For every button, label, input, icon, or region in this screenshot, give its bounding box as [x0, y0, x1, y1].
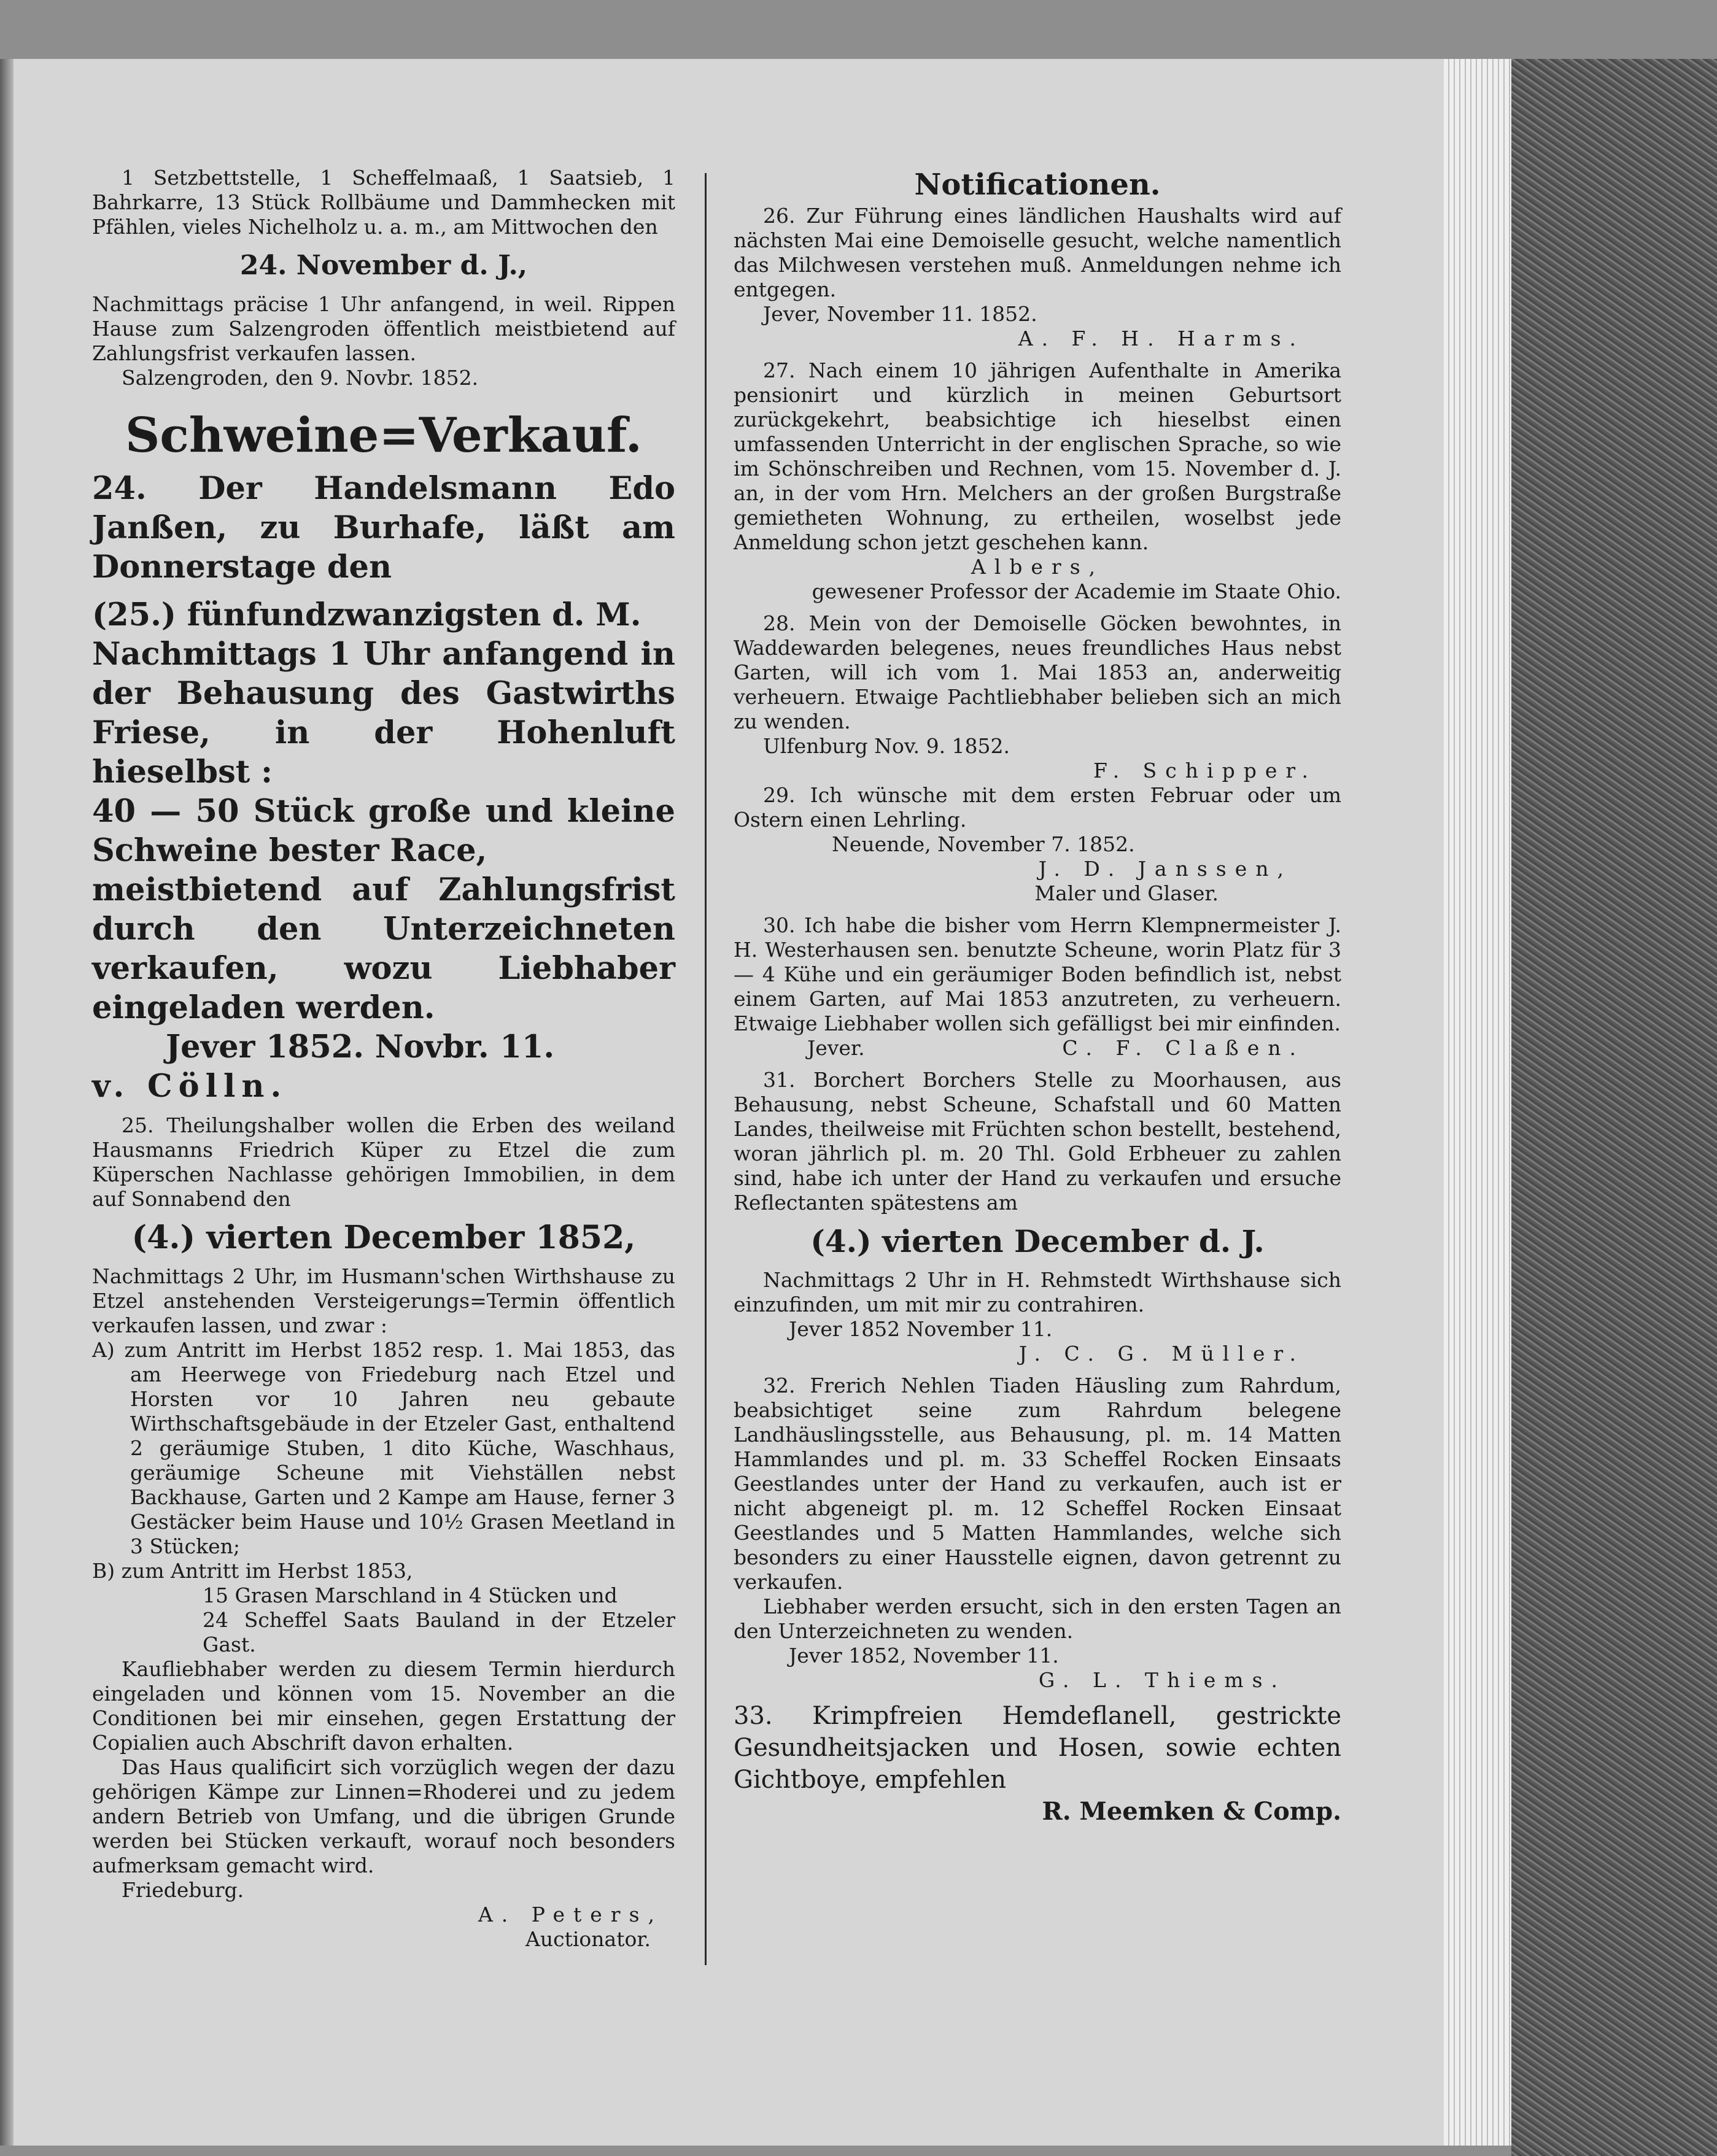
notifications-heading: Notificationen. [914, 168, 1161, 202]
page-edges [1444, 59, 1511, 2146]
notice-29-place: Neuende, November 7. 1852. [832, 832, 1135, 856]
notice-24-terms: meistbietend auf Zahlungsfrist durch den Unterzeichneten verkaufen, wozu Liebhaber eingeladen werden. [92, 871, 675, 1026]
notice-place-date: Salzengroden, den 9. Novbr. 1852. [122, 366, 479, 390]
notice-28-place: Ulfenburg Nov. 9. 1852. [763, 734, 1010, 758]
notice-26-text: 26. Zur Führung eines ländlichen Haushalts wird auf nächsten Mai eine Demoiselle gesucht, welche namentlich das Milchwesen verstehen muß. Anmeldungen nehme ich entgegen. [734, 204, 1341, 301]
notice-31-text: 31. Borchert Borchers Stelle zu Moorhausen, aus Behausung, nebst Scheune, Schafstall und 60 Matten Landes, theilweise mit Früchten schon bestellt, bestehend, woran jährlich pl. m. 20 Thl. Gold Erbheuer zu zahlen sind, habe ich unter der Hand zu verkaufen und ersuche Reflectanten spätestens am [734, 1068, 1341, 1215]
book-cover-board [1511, 59, 1717, 2156]
notice-25-place: Friedeburg. [122, 1878, 244, 1902]
book-spine-shadow [0, 59, 14, 2146]
notice-25-conditions: Kaufliebhaber werden zu diesem Termin hierdurch eingeladen und können vom 15. November an die Conditionen bei mir einsehen, gegen Erstattung der Copialien auch Abschrift davon erhalten. [92, 1657, 675, 1755]
notice-25-item-b1: 15 Grasen Marschland in 4 Stücken und [203, 1583, 618, 1607]
notice-26-place: Jever, November 11. 1852. [763, 302, 1037, 326]
notice-25-intro: 25. Theilungshalber wollen die Erben des weiland Hausmanns Friedrich Küper zu Etzel die zum Küperschen Nachlasse gehörigen Immobilien, in dem auf Sonnabend den [92, 1113, 675, 1211]
notice-25-house: Das Haus qualificirt sich vorzüglich wegen der dazu gehörigen Kämpe zur Linnen=Rhoderei und zu jedem andern Betrieb von Umfang, und die übrigen Grunde werden bei Stücken verkauft, worauf noch besonders aufmerksam gemacht wird. [92, 1755, 675, 1877]
notice-33-text: 33. Krimpfreien Hemdeflanell, gestrickte Gesundheitsjacken und Hosen, sowie echten Gichtboye, empfehlen [734, 1702, 1341, 1794]
notice-24-intro: 24. Der Handelsmann Edo Janßen, zu Burhafe, läßt am Donnerstage den [92, 470, 675, 585]
notice-29-role: Maler und Glaser. [1034, 881, 1219, 905]
notice-31-signature: J. C. G. Müller. [1018, 1342, 1304, 1366]
notice-30-signature: C. F. Claßen. [1062, 1036, 1304, 1060]
pig-sale-title: Schweine=Verkauf. [125, 408, 642, 463]
notice-24-location: Nachmittags 1 Uhr anfangend in der Behausung des Gastwirths Friese, in der Hohenluft hieselbst : [92, 636, 675, 790]
notice-date: 24. November d. J., [239, 250, 528, 281]
notice-28-text: 28. Mein von der Demoiselle Göcken bewohntes, in Waddewarden belegenes, neues freundliches Haus nebst Garten, will ich vom 1. Mai 1853 an, anderweitig verheuern. Etwaige Pachtliebhaber belieben sich an mich zu wenden. [734, 611, 1341, 733]
notice-29-signature: J. D. Janssen, [1038, 857, 1292, 881]
notice-29-text: 29. Ich wünsche mit dem ersten Februar oder um Ostern einen Lehrling. [734, 783, 1341, 832]
notice-25-signature: A. Peters, [478, 1903, 663, 1926]
notice-31-place: Jever 1852 November 11. [789, 1317, 1053, 1341]
notice-25-date: (4.) vierten December 1852, [131, 1219, 636, 1256]
notice-24-signature: v. Cölln. [92, 1068, 288, 1105]
notice-32-signature: G. L. Thiems. [1038, 1668, 1286, 1692]
notice-31-date: (4.) vierten December d. J. [810, 1223, 1265, 1259]
notice-28-signature: F. Schipper. [1093, 759, 1317, 782]
column-divider [705, 173, 707, 1965]
notice-26-signature: A. F. H. Harms. [1018, 326, 1304, 350]
right-column [734, 166, 1341, 1828]
notice-33-firm: R. Meemken & Comp. [1042, 1797, 1341, 1826]
notice-25-role: Auctionator. [525, 1927, 651, 1951]
notice-32-text: 32. Frerich Nehlen Tiaden Häusling zum Rahrdum, beabsichtiget seine zum Rahrdum belegene Landhäuslingsstelle, aus Behausung, pl. m. 14 Matten Hammlandes und pl. m. 33 Scheffel Rocken Einsaats Geestlandes unter der Hand zu verkaufen, auch ist er nicht abgeneigt pl. m. 12 Scheffel Rocken Einsaat Geestlandes und 5 Matten Hammlandes, welche sich besonders zu einer Hausstelle eignen, davon getrennt zu verkaufen. [734, 1374, 1341, 1594]
notice-30-text: 30. Ich habe die bisher vom Herrn Klempnermeister J. H. Westerhausen sen. benutzte Scheune, worin Platz für 3 — 4 Kühe und ein geräumiger Boden befindlich ist, nebst einem Garten, auf Mai 1853 anzutreten, zu verheuern. Etwaige Liebhaber wollen sich gefälligst bei mir einfinden. [734, 913, 1341, 1035]
notice-31-text-b: Nachmittags 2 Uhr in H. Rehmstedt Wirthshause sich einzufinden, um mit mir zu contrahiren. [734, 1268, 1341, 1316]
notice-25-item-b: B) zum Antritt im Herbst 1853, [92, 1559, 413, 1583]
notice-24-date: (25.) fünfundzwanzigsten d. M. [92, 597, 641, 633]
left-column [92, 166, 675, 1952]
notice-32-place: Jever 1852, November 11. [789, 1644, 1059, 1667]
notice-27-text: 27. Nach einem 10 jährigen Aufenthalte in Amerika pensionirt und kürzlich in meinen Geburtsort zurückgekehrt, beabsichtige ich hieselbst einen umfassenden Unterricht in der englischen Sprache, so wie im Schönschreiben und Rechnen, vom 15. November d. J. an, in der vom Hrn. Melchers an der großen Burgstraße gemietheten Wohnung, zu ertheilen, woselbst jede Anmeldung schon jetzt geschehen kann. [734, 358, 1341, 554]
notice-32-text-b: Liebhaber werden ersucht, sich in den ersten Tagen an den Unterzeichneten zu wenden. [734, 1594, 1341, 1643]
notice-25-item-a: A) zum Antritt im Herbst 1852 resp. 1. Mai 1853, das am Heerwege von Friedeburg nach Etzel und Horsten vor 10 Jahren neu gebaute Wirthschaftsgebäude in der Etzeler Gast, enthaltend 2 geräumige Stuben, 1 dito Küche, Waschhaus, geräumige Scheune mit Viehställen nebst Backhause, Garten und 2 Kampe am Hause, ferner 3 Gestäcker beim Hause und 10½ Grasen Meetland in 3 Stücken; [92, 1338, 675, 1558]
notice-intro: 1 Setzbettstelle, 1 Scheffelmaaß, 1 Saatsieb, 1 Bahrkarre, 13 Stück Rollbäume und Dammhecken mit Pfählen, vieles Nichelholz u. a. m., am Mittwochen den [92, 166, 675, 239]
notice-25-item-b2: 24 Scheffel Saats Bauland in der Etzeler Gast. [203, 1608, 675, 1656]
notice-24-goods: 40 — 50 Stück große und kleine Schweine bester Race, [92, 793, 675, 869]
notice-27-signature: Albers, [971, 555, 1104, 579]
notice-25-text: Nachmittags 2 Uhr, im Husmann'schen Wirthshause zu Etzel anstehenden Versteigerungs=Termin öffentlich verkaufen lassen, und zwar : [92, 1264, 675, 1337]
notice-30-place: Jever. [807, 1036, 865, 1060]
notice-24-place: Jever 1852. Novbr. 11. [166, 1029, 555, 1065]
notice-sale-text: Nachmittags präcise 1 Uhr anfangend, in weil. Rippen Hause zum Salzengroden öffentlich meistbietend auf Zahlungsfrist verkaufen lassen. [92, 292, 675, 365]
notice-27-role: gewesener Professor der Academie im Staate Ohio. [812, 579, 1341, 603]
